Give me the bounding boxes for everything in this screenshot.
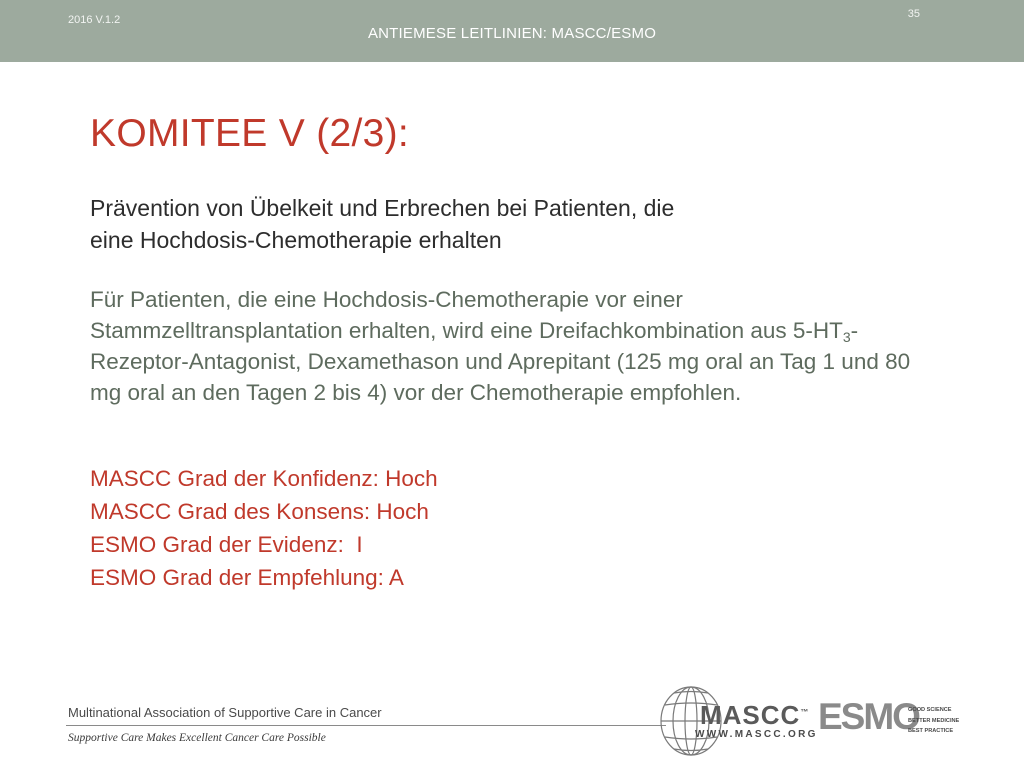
trademark-symbol: ™ [800, 707, 810, 717]
grade-mascc-confidence: MASCC Grad der Konfidenz: Hoch [90, 466, 438, 491]
recommendation-text [90, 284, 940, 408]
header-title: ANTIEMESE LEITLINIEN: MASCC/ESMO [367, 25, 657, 42]
slide-subtitle [90, 192, 850, 256]
esmo-tagline-line-3: BEST PRACTICE [908, 728, 954, 734]
recommendation-text-part-2: -Rezeptor-Antagonist, Dexamethason und Aprepitant (125 mg oral an Tag 1 und 80 mg oral an den Tagen 2 bis 4) vor der Chemotherapie empfohlen. [90, 318, 911, 405]
footer-tagline: Supportive Care Makes Excellent Cancer Care Possible [68, 732, 326, 744]
mascc-url: WWW.MASCC.ORG [695, 729, 818, 740]
slide-header [0, 0, 1024, 62]
footer-organization: Multinational Association of Supportive Care in Cancer [68, 705, 382, 720]
subtitle-line-2: eine Hochdosis-Chemotherapie erhalten [90, 227, 502, 253]
subscript-3: 3 [842, 329, 851, 345]
esmo-logo: ESMO [818, 696, 919, 737]
slide-title: KOMITEE V (2/3): [90, 112, 410, 155]
recommendation-text-part-1: Für Patienten, die eine Hochdosis-Chemotherapie vor einer Stammzelltransplantation erhalten, wird eine Dreifachkombination aus 5-HT [90, 287, 843, 343]
grade-mascc-consensus: MASCC Grad des Konsens: Hoch [90, 499, 429, 524]
mascc-logo-text: MASCC [700, 700, 801, 730]
subtitle-line-1: Prävention von Übelkeit und Erbrechen bei Patienten, die [90, 195, 675, 221]
mascc-logo [700, 700, 809, 731]
page-number: 35 [907, 8, 920, 20]
grades-list [90, 462, 438, 594]
esmo-tagline [908, 705, 959, 737]
version-label: 2016 V.1.2 [68, 14, 121, 26]
esmo-tagline-line-2: BETTER MEDICINE [908, 717, 960, 724]
esmo-tagline-line-1: GOOD SCIENCE [908, 707, 952, 713]
grade-esmo-evidence: ESMO Grad der Evidenz: I [90, 532, 363, 557]
footer-divider [66, 725, 666, 726]
grade-esmo-recommendation: ESMO Grad der Empfehlung: A [90, 565, 404, 590]
